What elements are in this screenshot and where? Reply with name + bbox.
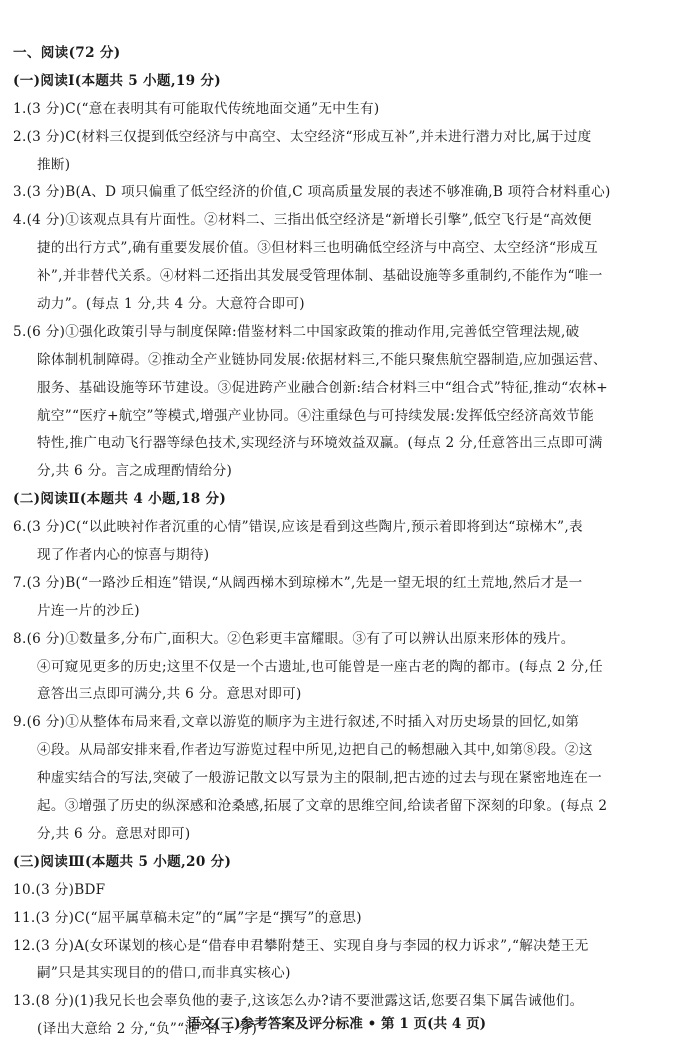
answer-line: 捷的出行方式”,确有重要发展价值。③但材料三也明确低空经济与中高空、太空经济“形成互 [37, 240, 598, 257]
answer-line: 8.(6 分)①数量多,分布广,面积大。②色彩更丰富耀眼。③有了可以辨认出原来形体的残片。 [13, 630, 575, 647]
answer-line: 嗣”只是其实现目的的借口,而非真实核心) [37, 965, 291, 982]
answer-line: 4.(4 分)①该观点具有片面性。②材料二、三指出低空经济是“新增长引擎”,低空飞行是“高效便 [13, 212, 592, 229]
answer-line: 推断) [37, 156, 71, 173]
section-title: 一、阅读(72 分) [13, 45, 121, 61]
answer-line: 起。③增强了历史的纵深感和沧桑感,拓展了文章的思维空间,给读者留下深刻的印象。(每点 2 [37, 798, 608, 815]
answer-line: 10.(3 分)BDF [13, 881, 106, 898]
answer-line: 12.(3 分)A(女环谋划的核心是“借春申君攀附楚王、实现自身与李园的权力诉求”,“解决楚王无 [13, 937, 589, 954]
answer-line: 13.(8 分)(1)我兄长也会辜负他的妻子,这该怎么办?请不要泄露这话,您要召集下属告诫他们。 [13, 993, 584, 1010]
answer-line: 3.(3 分)B(A、D 项只偏重了低空经济的价值,C 项高质量发展的表述不够准确,B 项符合材料重心) [13, 184, 611, 201]
answer-lines [13, 68, 663, 1044]
answer-line: 补”,并非替代关系。④材料二还指出其发展受管理体制、基础设施等多重制约,不能作为“唯一 [37, 268, 603, 285]
answer-line: ④可窥见更多的历史;这里不仅是一个古遗址,也可能曾是一座古老的陶的都市。(每点 2 分,任 [37, 658, 603, 675]
subsection-heading: (三)阅读Ⅲ(本题共 5 小题,20 分) [13, 853, 232, 870]
answer-line: 种虚实结合的写法,突破了一般游记散文以写景为主的限制,把古迹的过去与现在紧密地连在一 [37, 770, 602, 787]
answer-line: 11.(3 分)C(“屈平属草稿未定”的“属”字是“撰写”的意思) [13, 909, 362, 926]
answer-line: 航空”“医疗+航空”等模式,增强产业协同。④注重绿色与可持续发展:发挥低空经济高效节能 [37, 407, 595, 424]
answer-line: 现了作者内心的惊喜与期待) [37, 547, 210, 564]
answer-line: 片连一片的沙丘) [37, 602, 140, 619]
subsection-heading: (一)阅读Ⅰ(本题共 5 小题,19 分) [13, 72, 222, 89]
answer-line: 5.(6 分)①强化政策引导与制度保障:借鉴材料二中国家政策的推动作用,完善低空管理法规,破 [13, 323, 580, 340]
answer-line: (译出大意给 2 分,“负”“泄”各 1 分) [37, 1021, 258, 1038]
answer-line: ④段。从局部安排来看,作者边写游览过程中所见,边把自己的畅想融入其中,如第⑧段。②这 [37, 742, 593, 759]
subsection-heading: (二)阅读Ⅱ(本题共 4 小题,18 分) [13, 491, 227, 508]
answer-line: 6.(3 分)C(“以此映衬作者沉重的心情”错误,应该是看到这些陶片,预示着即将到达“琼梯木”,表 [13, 519, 583, 536]
answer-line: 服务、基础设施等环节建设。③促进跨产业融合创新:结合材料三中“组合式”特征,推动“农林+ [37, 379, 608, 396]
answer-line: 9.(6 分)①从整体布局来看,文章以游览的顺序为主进行叙述,不时插入对历史场景的回忆,如第 [13, 714, 580, 731]
page-footer: 语文(三)参考答案及评分标准 • 第 1 页(共 4 页) [186, 1016, 487, 1032]
answer-line: 特性,推广电动飞行器等绿色技术,实现经济与环境效益双赢。(每点 2 分,任意答出三点即可满 [37, 435, 603, 452]
answer-content [13, 40, 663, 1044]
answer-line: 7.(3 分)B(“一路沙丘相连”错误,“从阔西梯木到琼梯木”,先是一望无垠的红土荒地,然后才是一 [13, 574, 583, 591]
answer-line: 意答出三点即可满分,共 6 分。意思对即可) [37, 686, 302, 703]
answer-line: 除体制机制障碍。②推动全产业链协同发展:依据材料三,不能只聚焦航空器制造,应加强运营、 [37, 351, 607, 368]
answer-line: 动力”。(每点 1 分,共 4 分。大意符合即可) [37, 296, 305, 313]
answer-line: 分,共 6 分。意思对即可) [37, 825, 191, 842]
answer-line: 分,共 6 分。言之成理酌情给分) [37, 463, 233, 480]
answer-line: 2.(3 分)C(材料三仅提到低空经济与中高空、太空经济“形成互补”,并未进行潜力对比,属于过度 [13, 128, 592, 145]
answer-line: 1.(3 分)C(“意在表明其有可能取代传统地面交通”无中生有) [13, 100, 380, 117]
